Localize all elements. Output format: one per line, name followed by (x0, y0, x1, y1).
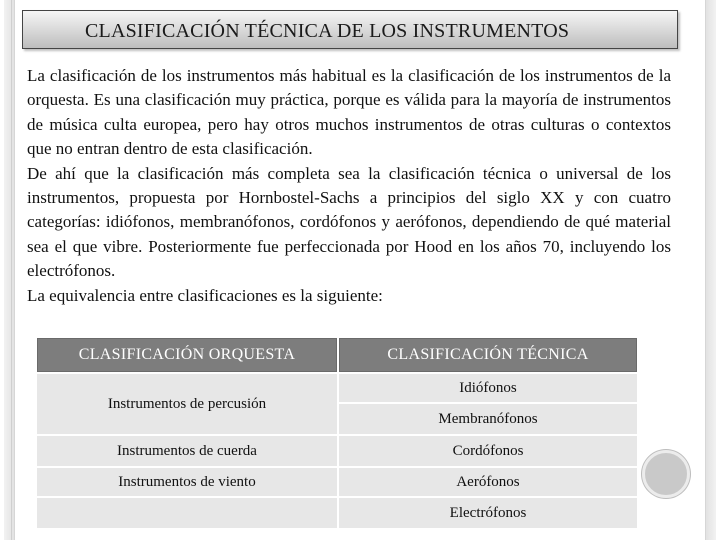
decorative-circle (642, 450, 690, 498)
table-cell-empty (37, 498, 337, 528)
body-text (27, 64, 671, 308)
paragraph-1: La clasificación de los instrumentos más habitual es la clasificación de los instrumentos de la orquesta. Es una clasificación muy práctica, porque es válida para la mayoría de instrumentos de música culta europea, pero hay otros muchos instrumentos de otras culturas o contextos que no entran dentro de esta clasificación. (27, 66, 671, 159)
table-header-orchestra: CLASIFICACIÓN ORQUESTA (37, 338, 337, 372)
table-cell-strings: Instrumentos de cuerda (37, 436, 337, 466)
table-cell-wind: Instrumentos de viento (37, 468, 337, 496)
equivalence-table (37, 338, 637, 528)
page-title: CLASIFICACIÓN TÉCNICA DE LOS INSTRUMENTOS (85, 20, 570, 42)
table-cell-idiophones: Idiófonos (339, 374, 637, 402)
paragraph-3: La equivalencia entre clasificaciones es la siguiente: (27, 285, 383, 305)
paragraph-2: De ahí que la clasificación más completa sea la clasificación técnica o universal de los instrumentos, propuesta por Hornbostel-Sachs a principios del siglo XX y con cuatro categorías: idiófonos, membranófonos, cordófonos y aerófonos, dependiendo de qué material sea el que vibre. Posteriormente fue perfeccionada por Hood en los años 70, incluyendo los electrófonos. (27, 163, 671, 281)
table-cell-percussion: Instrumentos de percusión (37, 374, 337, 434)
table-header-technical: CLASIFICACIÓN TÉCNICA (339, 338, 637, 372)
table-cell-electrophones: Electrófonos (339, 498, 637, 528)
table-cell-aerophones: Aerófonos (339, 468, 637, 496)
table-cell-chordophones: Cordófonos (339, 436, 637, 466)
left-decorative-rule (4, 0, 15, 540)
right-decorative-rule (705, 0, 716, 540)
title-banner (22, 10, 678, 49)
table-cell-membranophones: Membranófonos (339, 404, 637, 434)
